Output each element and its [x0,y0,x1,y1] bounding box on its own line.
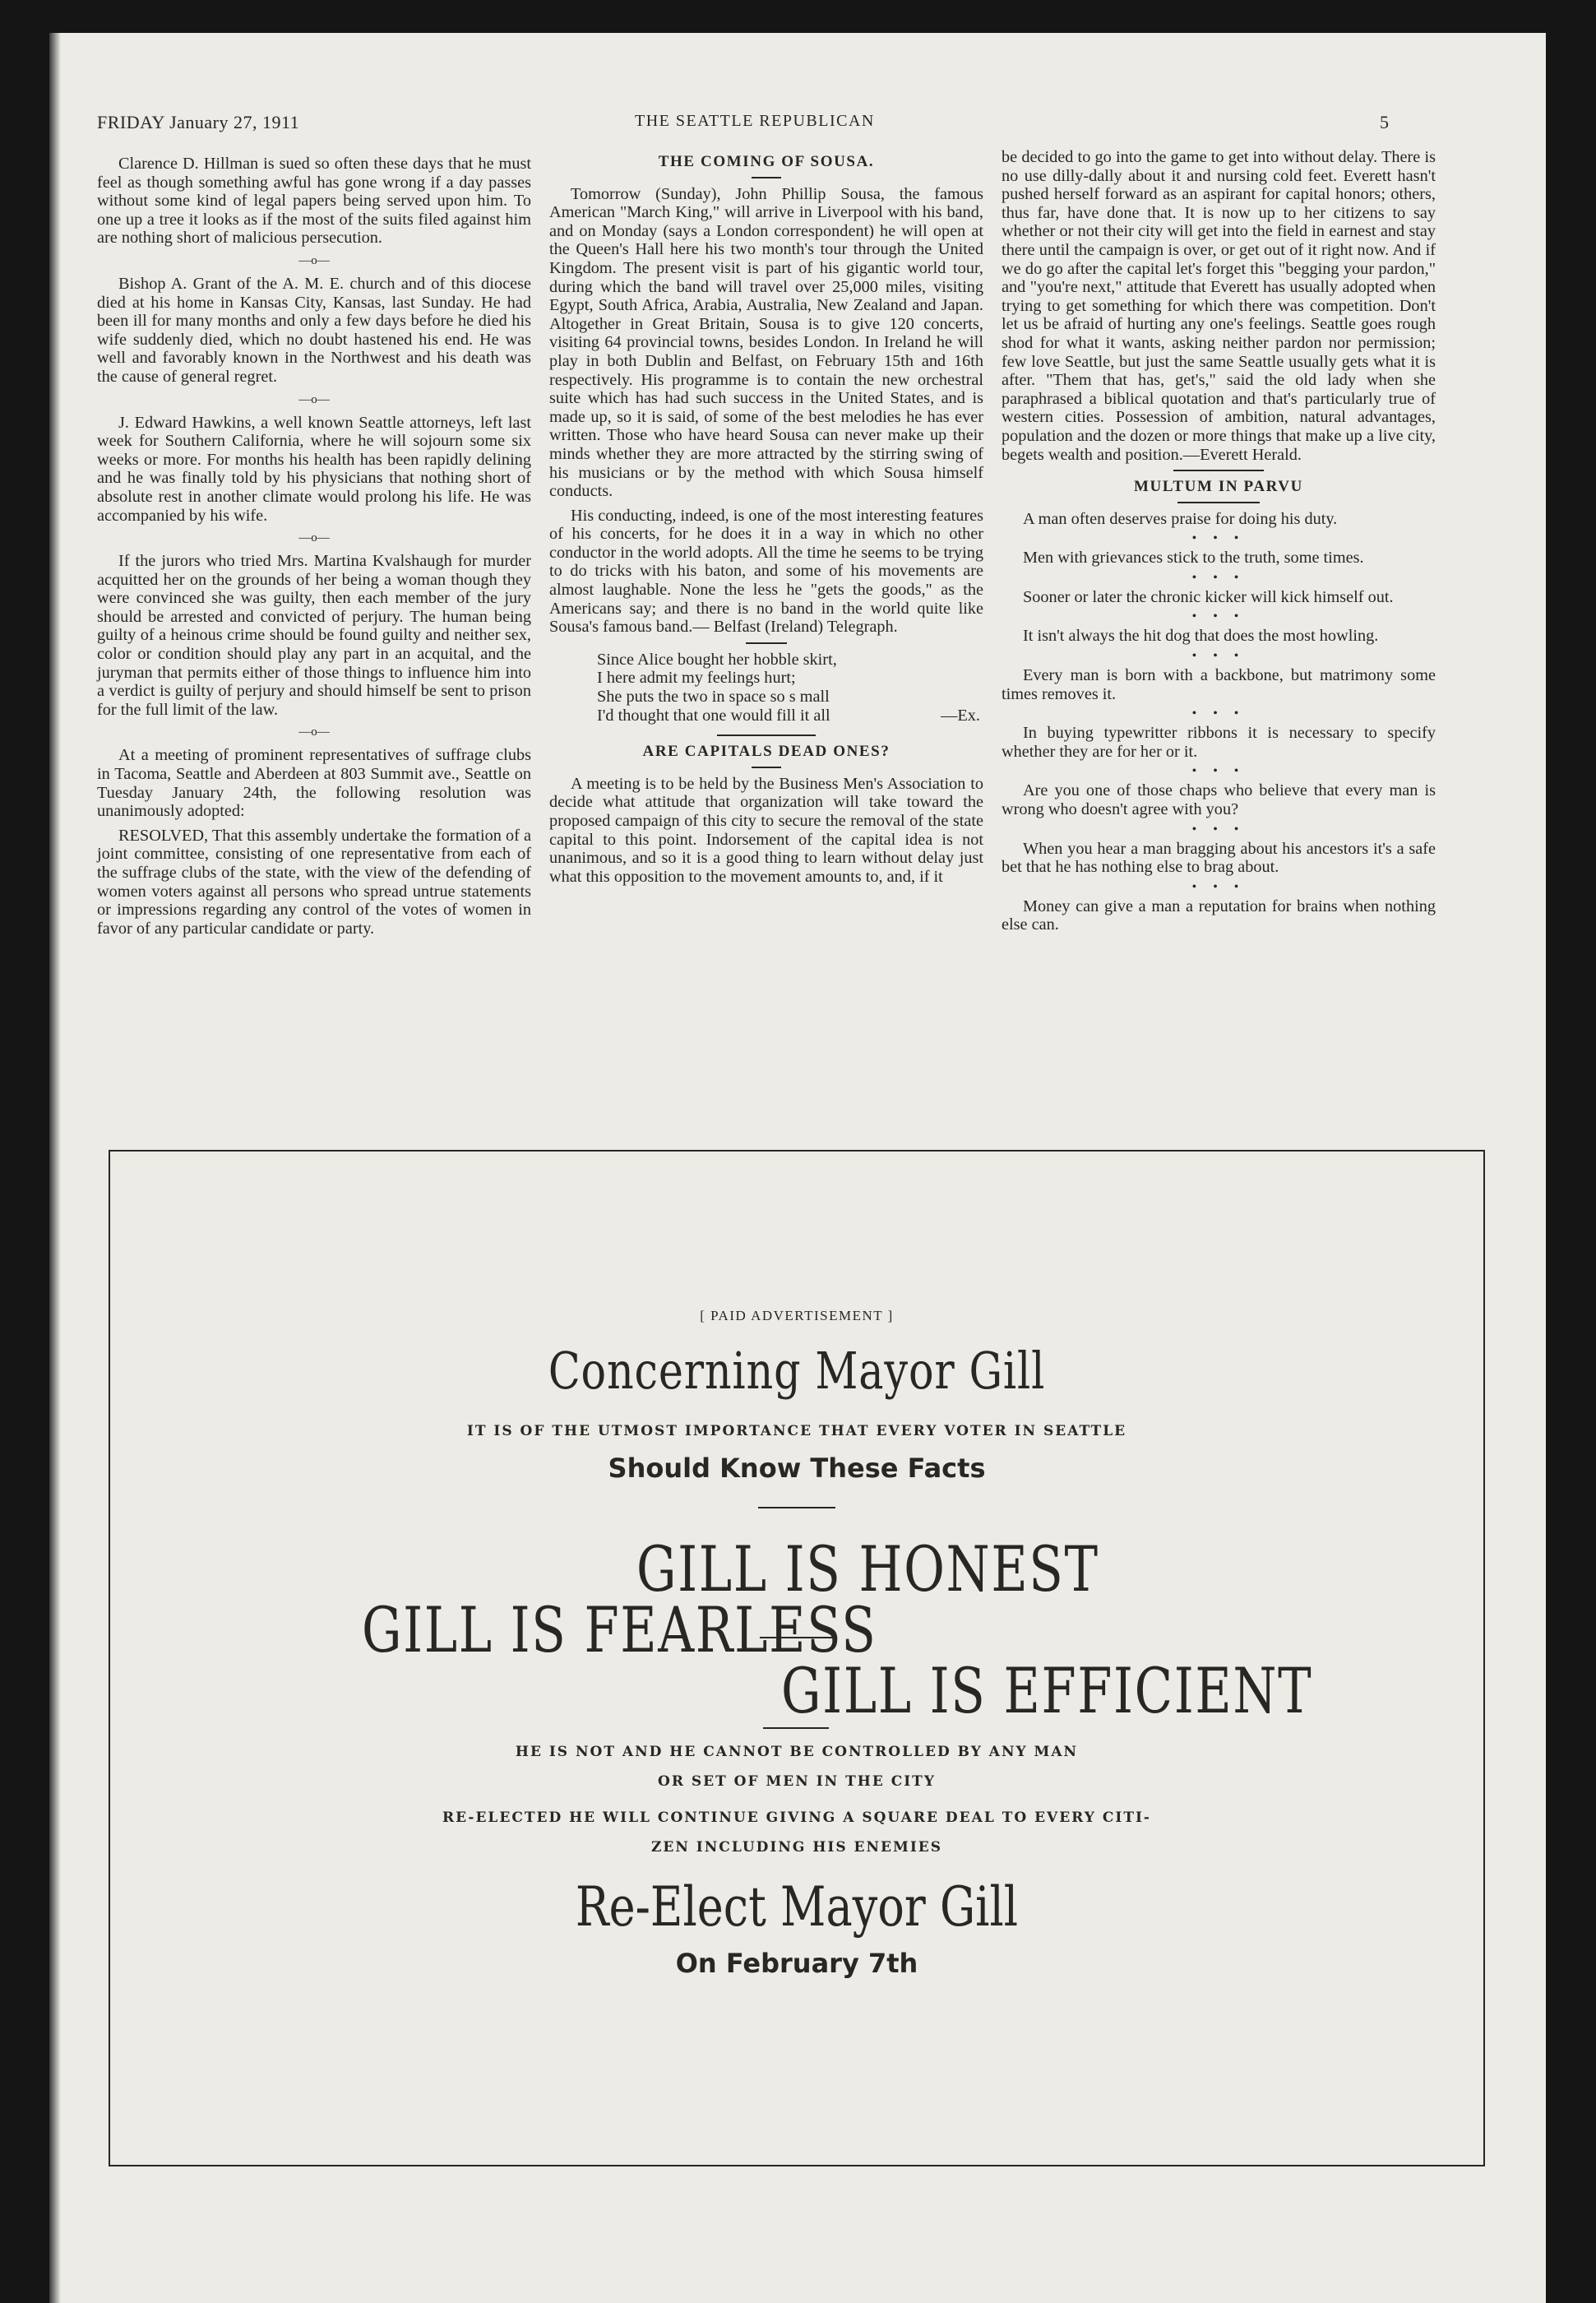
article-jurors: If the jurors who tried Mrs. Martina Kvalshaugh for murder acquitted her on the grounds of her being a woman though they were convinced she was guilty, then each member of the jury should be arrested and convicted of perjury. The human being guilty of a heinous crime should be found guilty and neither sex, color or condition should play any part in an acquital, and the juryman that permits either of those things to influence him into a verdict is guilty of perjury and should himself be sent to prison for the full limit of the law. [97,552,531,719]
article-sousa-cont: His conducting, indeed, is one of the most interesting features of his concerts, for he does it in a way in which no other conductor in the world adopts. All the time he seems to be trying to do tricks with his baton, and some of his movements are almost laughable. None the less he "gets the goods," as the Americans say; and there is no band in the world quite like Sousa's famous band.— Belfast (Ireland) Telegraph. [549,506,983,637]
article-hillman: Clarence D. Hillman is sued so often these days that he must feel as though something awful has gone wrong if a day passes without some kind of legal papers being served upon him. To one up a tree it looks as if the most of the suits filed against him are nothing short of malicious persecution. [97,155,531,248]
paragraph-item: It isn't always the hit dog that does the most howling. [1023,627,1379,646]
headline-capitals: ARE CAPITALS DEAD ONES? [642,743,891,761]
paragraph-item: Money can give a man a reputation for brains when nothing else can. [1002,897,1436,934]
separator: —o— [298,531,330,545]
paragraph-item: Are you one of those chaps who believe that every man is wrong who doesn't agree with you? [1002,781,1436,819]
rule [760,1637,834,1638]
paragraph-item: Men with grievances stick to the truth, some times. [1023,549,1364,568]
ad-label: [ PAID ADVERTISEMENT ] [700,1308,894,1323]
dots-separator: • • • [1191,609,1246,624]
gill-honest: GILL IS HONEST [636,1532,1099,1606]
poem [597,651,983,725]
dots-separator: • • • [1191,570,1246,585]
gill-fearless: GILL IS FEARLESS [362,1593,877,1666]
page-date: FRIDAY January 27, 1911 [97,112,300,132]
rule [752,767,781,768]
paragraph-item: Sooner or later the chronic kicker will kick himself out. [1023,587,1394,606]
separator: —o— [298,725,330,739]
ad-reelect: Re-Elect Mayor Gill [575,1875,1019,1939]
dots-separator: • • • [1191,764,1246,779]
article-capitals: A meeting is to be held by the Business Men's Association to decide what attitude that organization will take toward the proposed campaign of this city to secure the removal of the state capital to this point. Indorsement of the capital idea is not unanimous, and so it is a good thing to learn without delay just what this opposition to the movement amounts to, and, if it [549,774,983,886]
dots-separator: • • • [1191,707,1246,721]
headline-multum: MULTUM IN PARVU [1134,478,1303,496]
article-bishop-grant: Bishop A. Grant of the A. M. E. church and of this diocese died at his home in Kansas City, Kansas, last Sunday. He had been ill for many months and only a few days before he died his wife suddenly died, which no doubt hastened his end. He was well and favorably known in the Northwest and his death was the cause of general regret. [97,274,531,386]
poem-line: I here admit my feelings hurt; [597,669,796,688]
rule [763,1727,829,1729]
paid-advertisement [109,1150,1485,2166]
rule [717,734,816,736]
article-sousa: Tomorrow (Sunday), John Phillip Sousa, the famous American "March King," will arrive in Liverpool with his band, and on Monday (says a London correspondent) he will open at the Queen's Hall here his two month's tour through the United Kingdom. The present visit is part of his gigantic world tour, during which the band will travel over 25,000 miles, visiting Egypt, South Africa, Arabia, Australia, New Zealand and Japan. Altogether in Great Britain, Sousa is to give 120 concerts, visiting 64 provincial towns, besides London. In Ireland he will play in both Dublin and Belfast, on February 15th and 16th respectively. His programme is to contain the new orchestral suite which has had such success in the United States, and is made up, so it is said, of some of the best melodies he has ever written. Those who have heard Sousa can never make up their minds whether they are more attracted by the stirring swing of his musicians or by the method with which Sousa himself conducts. [549,184,983,501]
headline-sousa: THE COMING OF SOUSA. [658,153,875,170]
column-2 [549,150,983,892]
newspaper-page [49,33,1546,2303]
dots-separator: • • • [1191,879,1246,894]
dots-separator: • • • [1191,531,1246,546]
ad-line: IT IS OF THE UTMOST IMPORTANCE THAT EVERY VOTER IN SEATTLE [466,1423,1127,1439]
separator: —o— [298,392,330,406]
ad-line: ZEN INCLUDING HIS ENEMIES [650,1839,943,1856]
dots-separator: • • • [1191,649,1246,664]
paragraph-item: When you hear a man bragging about his ancestors it's a safe bet that he has nothing else to brag about. [1002,839,1436,877]
resolution: RESOLVED, That this assembly undertake the formation of a joint committee, consisting of one representative from each of the suffrage clubs of the state, with the view of the defending of women voters against all persons who spread untrue statements or impressions regarding any control of the votes of women in favor of any particular candidate or party. [97,826,531,938]
ad-date: On February 7th [675,1948,918,1979]
ad-facts-heading: Should Know These Facts [608,1453,986,1484]
poem-line: Since Alice bought her hobble skirt, [597,650,837,669]
dots-separator: • • • [1191,822,1246,836]
gill-efficient: GILL IS EFFICIENT [781,1654,1313,1727]
article-suffrage: At a meeting of prominent representatives of suffrage clubs in Tacoma, Seattle and Aberdeen at 803 Summit ave., Seattle on Tuesday January 24th, the following resolution was unanimously adopted: [97,746,531,821]
column-3 [1002,148,1436,940]
poem-line: I'd thought that one would fill it all —Ex. [597,706,980,725]
paragraph-item: A man often deserves praise for doing his duty. [1023,509,1338,528]
rule [1173,470,1264,471]
article-capitals-cont: be decided to go into the game to get into without delay. There is no use dilly-dally about it and nursing cold feet. Everett hasn't pushed herself forward as an aspirant for capital honors; others, thus far, have done that. It is now up to her citizens to say whether or not their city will get into the field in earnest and stay there until the campaign is over, or get out of it right now. And if we do go after the capital let's forget this "begging your pardon," and "you're next," attitude that Everett has usually adopted when trying to get something for which there was competition. Don't let us be afraid of hurting any one's feelings. Seattle goes rough shod for what it wants, asking neither pardon nor permission; few love Seattle, but just the same Seattle usually gets what it is after. "Them that has, get's," said the old lady when she paraphrased a biblical quotation and that's particularly true of western cities. Possession of ambition, natural advantages, population and the dozen or more things that make up a live city, begets wealth and position.—Everett Herald. [1002,148,1436,464]
column-1 [97,155,531,943]
rule [1177,502,1260,503]
poem-credit: —Ex. [941,706,980,725]
page-number: 5 [1380,112,1390,132]
poem-line: She puts the two in space so s mall [597,688,830,707]
ad-line: OR SET OF MEN IN THE CITY [658,1773,936,1790]
separator: —o— [298,253,330,267]
rule [752,177,781,178]
article-hawkins: J. Edward Hawkins, a well known Seattle attorneys, left last week for Southern California, where he will sojourn some six weeks or more. For months his health has been rapidly delining and he was finally told by his physicians that nothing short of absolute rest in another climate would prolong his life. He was accompanied by his wife. [97,413,531,525]
ad-line: RE-ELECTED HE WILL CONTINUE GIVING A SQUARE DEAL TO EVERY CITI- [442,1810,1151,1826]
paragraph-item: Every man is born with a backbone, but matrimony some times removes it. [1002,666,1436,703]
rule [746,642,787,644]
masthead: THE SEATTLE REPUBLICAN [635,112,875,130]
ad-title: Concerning Mayor Gill [548,1341,1046,1401]
paragraph-item: In buying typewritter ribbons it is necessary to specify whether they are for her or it. [1002,724,1436,761]
rule [758,1507,835,1508]
ad-line: HE IS NOT AND HE CANNOT BE CONTROLLED BY ANY MAN [515,1744,1079,1760]
